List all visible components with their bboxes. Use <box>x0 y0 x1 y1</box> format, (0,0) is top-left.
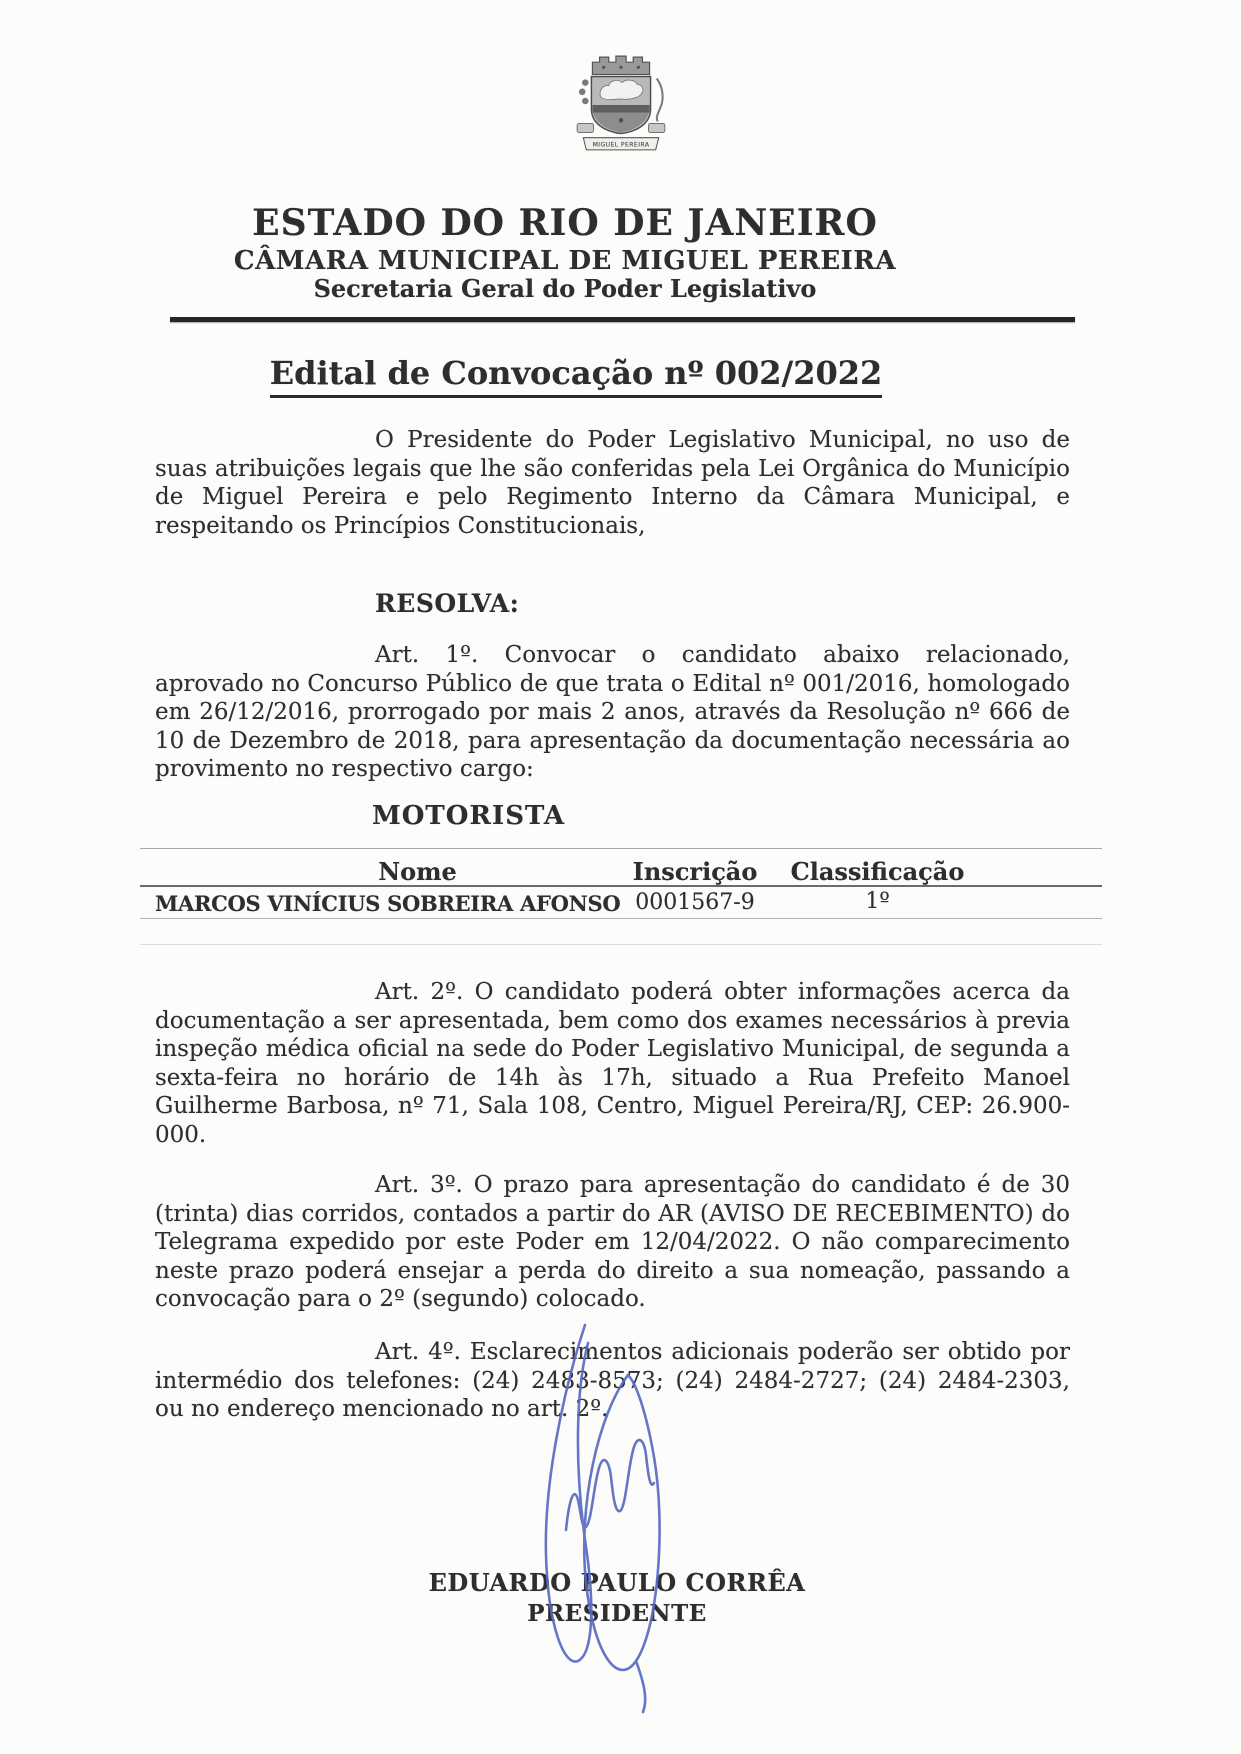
table-top-line <box>140 848 1102 849</box>
article-4-paragraph: Art. 4º. Esclarecimentos adicionais poderão ser obtido por intermédio dos telefones: (24) 2483-8573; (24) 2484-2727; (24) 2484-2303, ou no endereço mencionado no art. 2º. <box>155 1339 1070 1422</box>
signer-role: PRESIDENTE <box>527 1600 707 1627</box>
article-2-paragraph: Art. 2º. O candidato poderá obter informações acerca da documentação a ser apresentada, bem como dos exames necessários à previa inspeção médica oficial na sede do Poder Legislativo Municipal, de segunda a sexta-feira no horário de 14h às 17h, situado a Rua Prefeito Manoel Guilherme Barbosa, nº 71, Sala 108, Centro, Miguel Pereira/RJ, CEP: 26.900-000. <box>155 979 1070 1148</box>
table-header-inscricao: Inscrição <box>632 857 758 886</box>
header-divider <box>170 317 1075 322</box>
document-title <box>0 354 1152 398</box>
table-header-nome: Nome <box>378 857 457 886</box>
table-header-divider <box>140 885 1102 887</box>
org-state-heading: ESTADO DO RIO DE JANEIRO <box>252 202 878 244</box>
table-faint-line <box>140 944 1102 945</box>
signer-name: EDUARDO PAULO CORRÊA <box>428 1568 806 1597</box>
cargo-heading: MOTORISTA <box>372 801 566 831</box>
document-title-text: Edital de Convocação nº 002/2022 <box>270 354 883 398</box>
coat-of-arms-icon <box>570 52 672 154</box>
article-3-paragraph: Art. 3º. O prazo para apresentação do candidato é de 30 (trinta) dias corridos, contados a partir do AR (AVISO DE RECEBIMENTO) do Telegrama expedido por este Poder em 12/04/2022. O não comparecimento neste prazo poderá ensejar a perda do direito a sua nomeação, passando a convocação para o 2º (segundo) colocado. <box>155 1172 1070 1312</box>
org-name-heading: CÂMARA MUNICIPAL DE MIGUEL PEREIRA <box>233 246 897 276</box>
resolva-heading: RESOLVA: <box>375 589 520 618</box>
table-cell-classificacao: 1º <box>865 889 890 914</box>
table-header-classificacao: Classificação <box>790 857 965 886</box>
intro-paragraph: O Presidente do Poder Legislativo Municipal, no uso de suas atribuições legais que lhe são conferidas pela Lei Orgânica do Município de Miguel Pereira e pelo Regimento Interno da Câmara Municipal, e respeitando os Princípios Constitucionais, <box>155 427 1070 539</box>
crest-banner-text: MIGUEL PEREIRA <box>592 141 650 149</box>
table-bottom-line <box>140 918 1102 919</box>
article-1-paragraph: Art. 1º. Convocar o candidato abaixo relacionado, aprovado no Concurso Público de que trata o Edital nº 001/2016, homologado em 26/12/2016, prorrogado por mais 2 anos, através da Resolução nº 666 de 10 de Dezembro de 2018, para apresentação da documentação necessária ao provimento no respectivo cargo: <box>155 642 1070 782</box>
org-dept-heading: Secretaria Geral do Poder Legislativo <box>313 274 817 303</box>
crest-crown <box>592 56 649 74</box>
table-cell-inscricao: 0001567-9 <box>635 890 755 915</box>
table-cell-candidate-name: MARCOS VINÍCIUS SOBREIRA AFONSO <box>155 891 621 916</box>
